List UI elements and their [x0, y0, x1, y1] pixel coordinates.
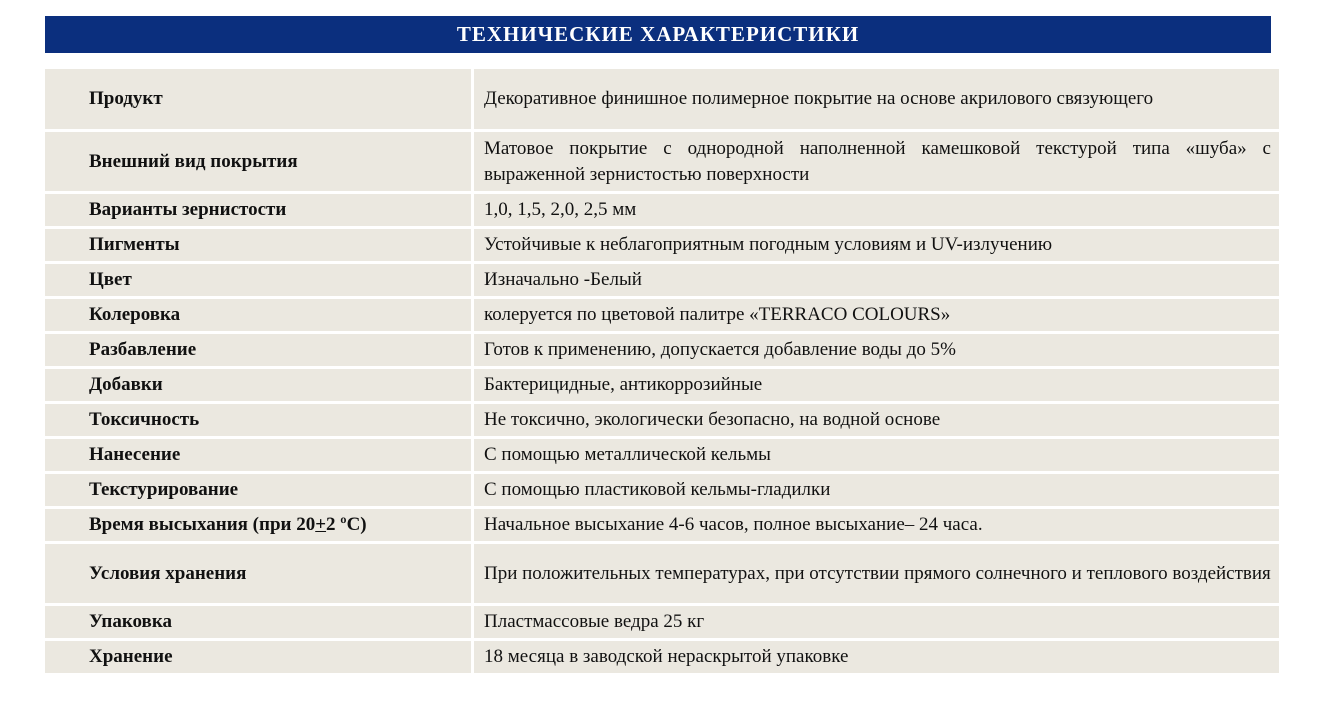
row-value-text: Изначально -Белый — [484, 269, 642, 290]
table-row — [45, 439, 1279, 471]
table-row — [45, 474, 1279, 506]
row-label — [45, 229, 471, 261]
row-value-text: Начальное высыхание 4-6 часов, полное высыхание– 24 часа. — [484, 514, 983, 535]
row-label-text — [89, 514, 367, 536]
table-row — [45, 334, 1279, 366]
row-value-text: Пластмассовые ведра 25 кг — [484, 611, 705, 632]
row-label — [45, 641, 471, 673]
row-label — [45, 544, 471, 603]
row-value-text: Бактерицидные, антикоррозийные — [484, 374, 763, 395]
row-value-text: Устойчивые к неблагоприятным погодным условиям и UV-излучению — [484, 234, 1053, 255]
row-label-text: Текстурирование — [89, 479, 239, 500]
plus-minus-sign: + — [315, 514, 327, 535]
row-value — [474, 334, 1279, 366]
row-value — [474, 299, 1279, 331]
table-row — [45, 132, 1279, 191]
row-label — [45, 194, 471, 226]
table-row — [45, 194, 1279, 226]
row-label-text: Хранение — [89, 646, 173, 667]
row-value — [474, 439, 1279, 471]
row-label-text: Добавки — [89, 374, 163, 395]
table-row — [45, 404, 1279, 436]
row-value-text: При положительных температурах, при отсутствии прямого солнечного и теплового воздействия — [484, 562, 1271, 584]
row-value-text: Готов к применению, допускается добавление воды до 5% — [484, 339, 956, 360]
row-value — [474, 509, 1279, 541]
specifications-table — [45, 69, 1279, 673]
row-value — [474, 544, 1279, 603]
row-label-text: Нанесение — [89, 444, 181, 465]
row-value-text: 18 месяца в заводской нераскрытой упаковке — [484, 646, 849, 667]
row-label — [45, 404, 471, 436]
row-value-text: колеруется по цветовой палитре «TERRACO COLOURS» — [484, 304, 951, 325]
table-row — [45, 299, 1279, 331]
drying-label-prefix: Время высыхания (при 20 — [89, 514, 316, 535]
row-value — [474, 641, 1279, 673]
row-label-text: Условия хранения — [89, 562, 247, 584]
table-row — [45, 69, 1279, 129]
table-row — [45, 264, 1279, 296]
row-label — [45, 299, 471, 331]
row-label — [45, 606, 471, 638]
drying-label-suffix: 2 ºC) — [326, 514, 367, 535]
row-label — [45, 369, 471, 401]
row-value — [474, 404, 1279, 436]
row-label — [45, 474, 471, 506]
table-row — [45, 641, 1279, 673]
row-value-text: Матовое покрытие с однородной наполненной камешковой текстурой типа «шуба» с выраженной зернистостью поверхности — [484, 137, 1271, 185]
row-label — [45, 69, 471, 129]
row-value — [474, 69, 1279, 129]
row-label-text: Цвет — [89, 269, 132, 290]
table-row — [45, 229, 1279, 261]
row-value-text: Декоративное финишное полимерное покрытие на основе акрилового связующего — [484, 88, 1154, 109]
table-row — [45, 369, 1279, 401]
row-value — [474, 369, 1279, 401]
row-value-text: 1,0, 1,5, 2,0, 2,5 мм — [484, 199, 637, 220]
table-row — [45, 544, 1279, 603]
row-label-text: Упаковка — [89, 611, 172, 632]
row-label-text: Варианты зернистости — [89, 199, 287, 220]
section-title: ТЕХНИЧЕСКИЕ ХАРАКТЕРИСТИКИ — [456, 22, 860, 46]
row-label — [45, 509, 471, 541]
row-label-text: Продукт — [89, 88, 163, 109]
row-value — [474, 229, 1279, 261]
row-label-text: Внешний вид покрытия — [89, 150, 298, 172]
row-label-text: Колеровка — [89, 304, 181, 325]
row-label — [45, 439, 471, 471]
row-value-text: С помощью металлической кельмы — [484, 444, 771, 465]
row-value-text: С помощью пластиковой кельмы-гладилки — [484, 479, 831, 500]
table-row — [45, 509, 1279, 541]
row-value — [474, 132, 1279, 191]
row-value-text: Не токсично, экологически безопасно, на водной основе — [484, 409, 941, 430]
row-label-text: Пигменты — [89, 234, 180, 255]
row-value — [474, 606, 1279, 638]
row-value — [474, 194, 1279, 226]
row-value — [474, 474, 1279, 506]
row-label-text: Токсичность — [89, 409, 200, 430]
section-header-banner — [45, 16, 1271, 53]
row-value — [474, 264, 1279, 296]
row-label — [45, 264, 471, 296]
row-label — [45, 132, 471, 191]
table-row — [45, 606, 1279, 638]
row-label — [45, 334, 471, 366]
row-label-text: Разбавление — [89, 339, 197, 360]
